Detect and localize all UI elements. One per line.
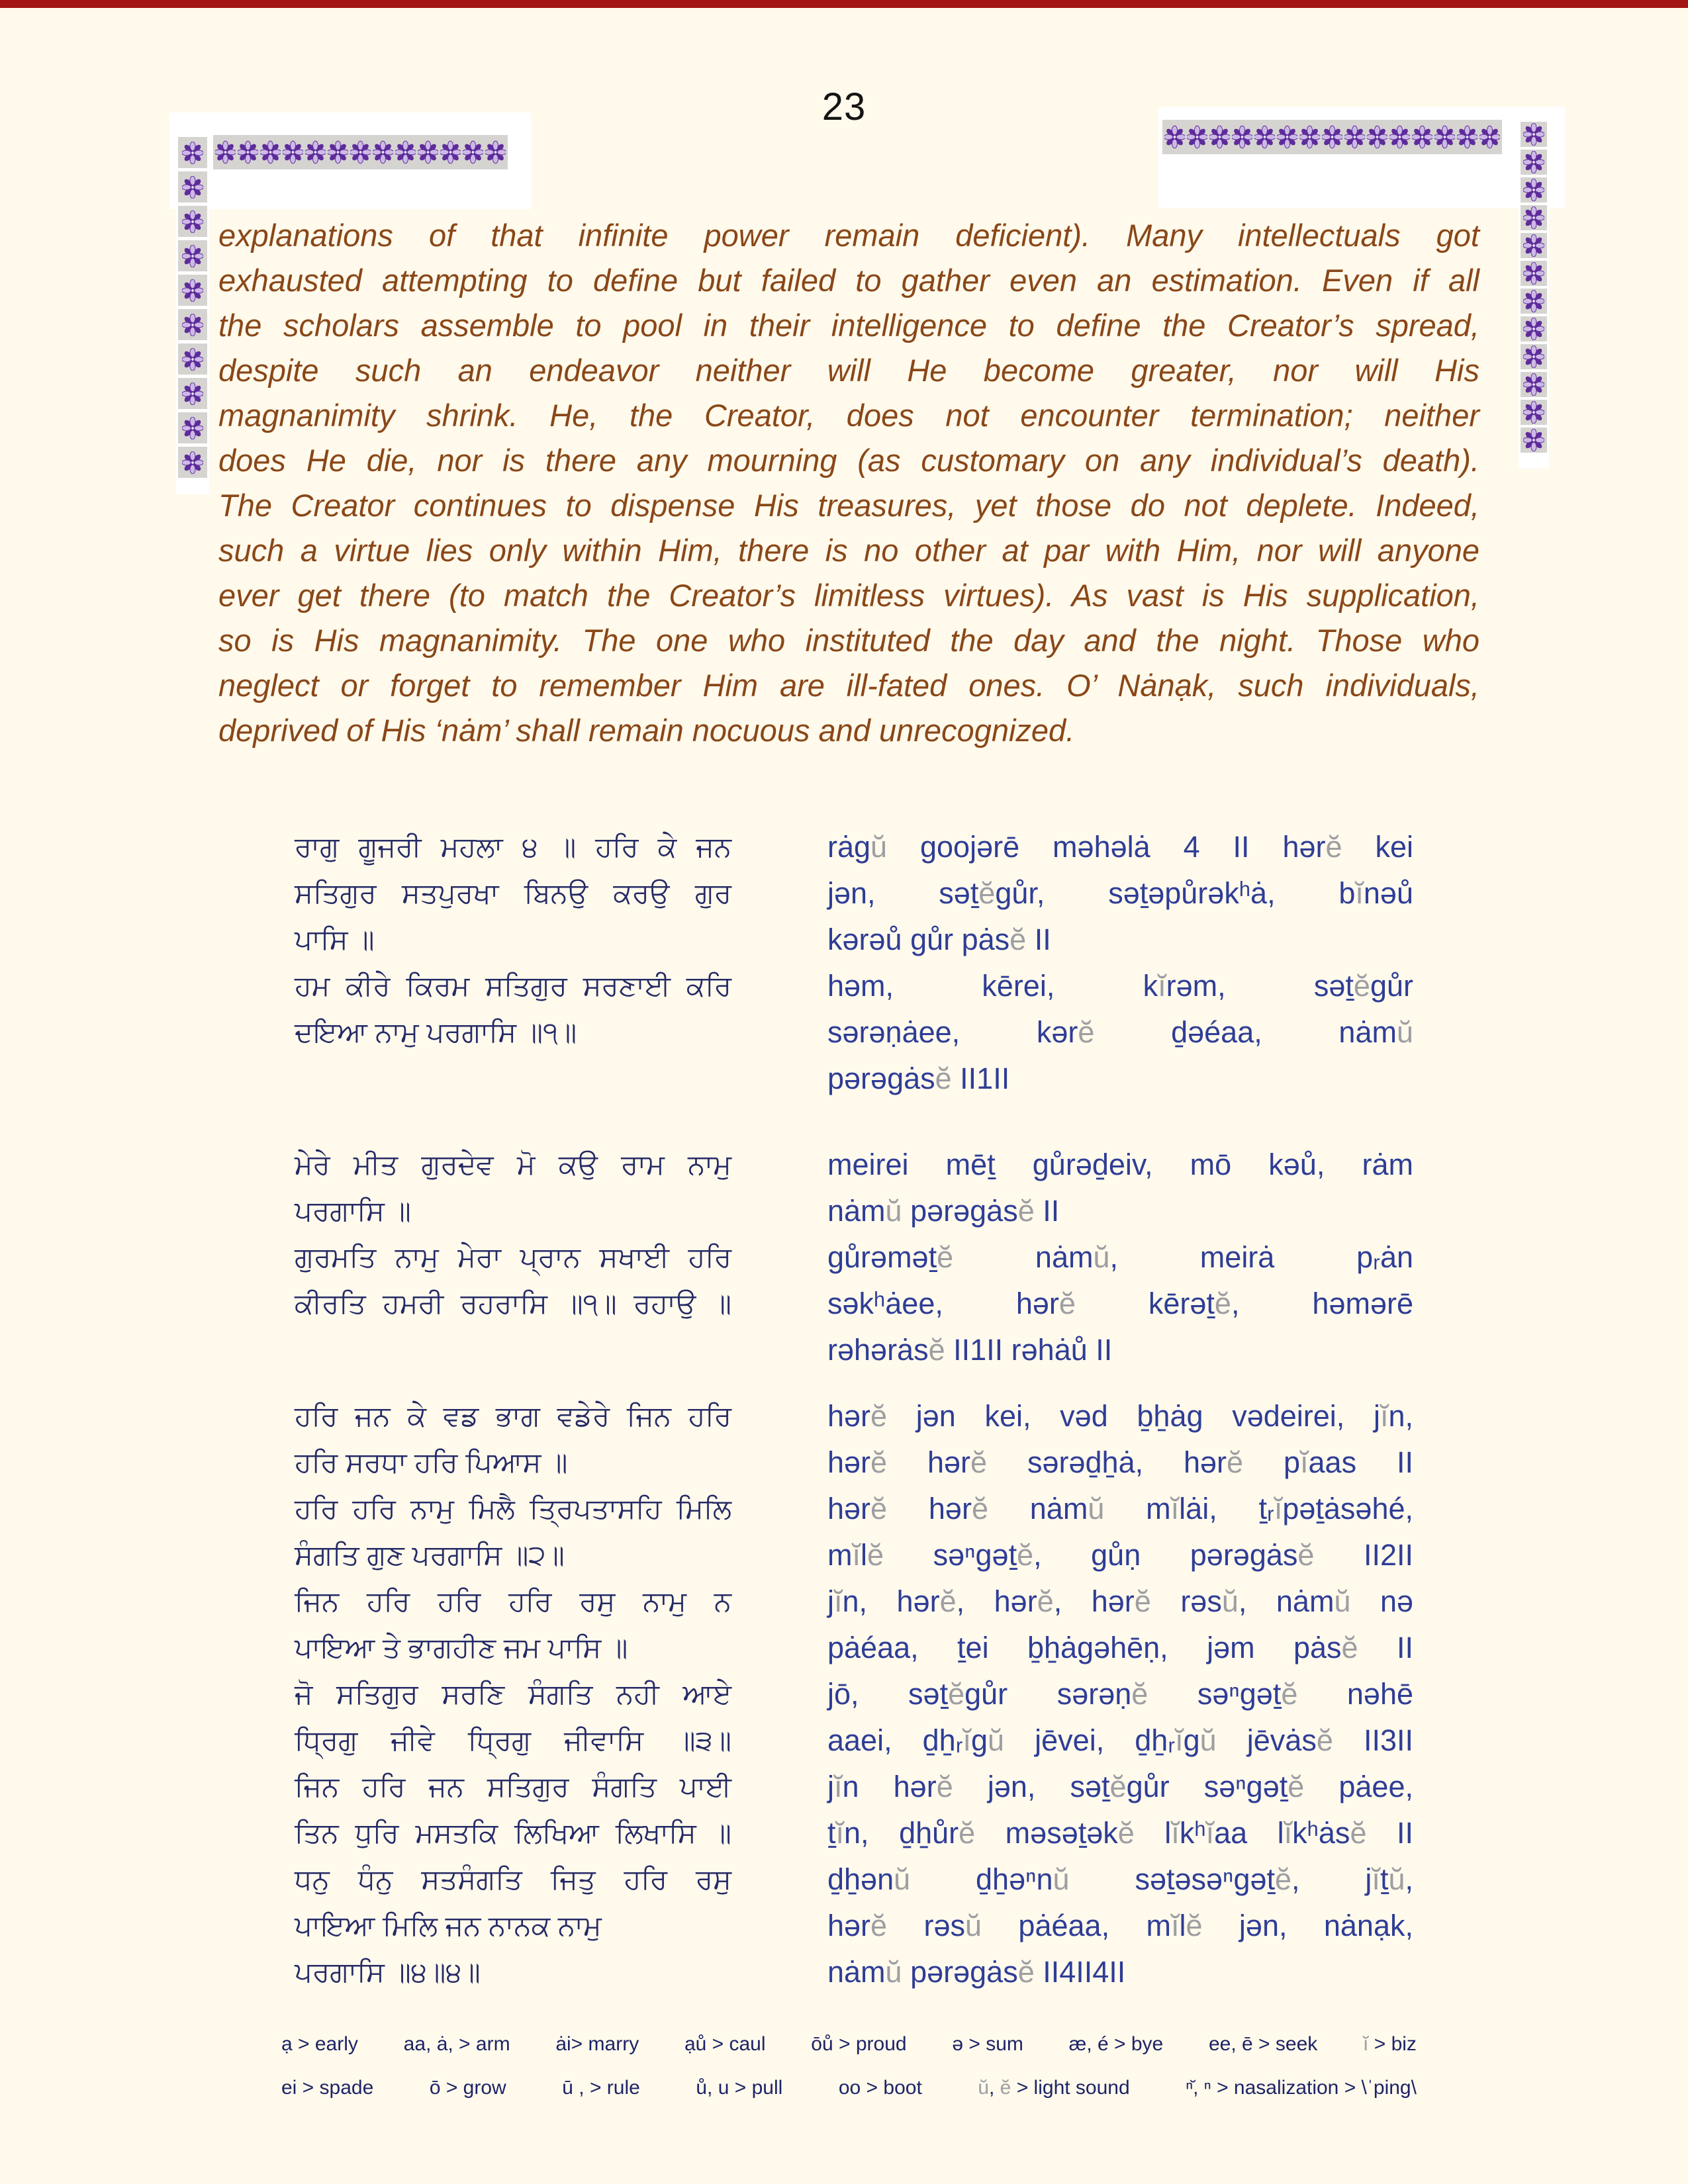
pronunciation-item: aa, ȧ, > arm	[403, 2033, 510, 2055]
flower-cell	[1521, 261, 1547, 286]
text-line: hərĕ hərĕ sərəḏẖȧ, hərĕ pĭaas II	[827, 1445, 1413, 1479]
flower-icon	[395, 139, 416, 165]
flower-cell	[178, 378, 207, 409]
text-line: hərĕ jən kei, vəd ḇẖȧg vədeirei, jĭn,	[827, 1399, 1413, 1433]
flower-icon	[418, 139, 438, 165]
text-line: rȧgŭ goojərē məhəlȧ 4 II hərĕ kei	[827, 830, 1414, 864]
text-line: does He die, nor is there any mourning (as customary on any individual’s death).	[218, 443, 1479, 478]
flower-icon	[182, 348, 203, 371]
text-line: jĭn hərĕ jən, səṯĕgůr səⁿgəṯĕ pȧee,	[827, 1770, 1413, 1803]
text-line: ਧਨੁ ਧੰਨੁ ਸਤਸੰਗਤਿ ਜਿਤੁ ਹਰਿ ਰਸੁ	[295, 1864, 731, 1895]
flower-cell	[1299, 122, 1321, 152]
flower-icon	[182, 142, 203, 164]
flower-cell	[1521, 400, 1547, 425]
flower-cell	[178, 275, 207, 306]
page-number: 23	[821, 85, 867, 128]
flower-cell	[1254, 122, 1276, 152]
text-line: gůrəməṯĕ nȧmŭ, meirȧ pᵣȧn	[827, 1240, 1413, 1274]
flower-cell	[214, 137, 236, 167]
flower-cell	[327, 137, 349, 167]
flower-cell	[178, 412, 207, 443]
flower-cell	[372, 137, 394, 167]
text-line: ਪਰਗਾਸਿ ॥	[295, 1195, 411, 1226]
pronunciation-item: ei > spade	[281, 2077, 374, 2099]
flower-icon	[1322, 124, 1342, 150]
text-line: ever get there (to match the Creator’s limitless virtues). As vast is His supplication,	[218, 578, 1479, 613]
flower-icon	[1523, 234, 1544, 257]
flower-icon	[373, 139, 393, 165]
flower-cell	[259, 137, 281, 167]
flower-icon	[1457, 124, 1477, 150]
flower-cell	[1434, 122, 1456, 152]
transliteration-column-block-3	[827, 1393, 1413, 1995]
flower-cell	[178, 240, 207, 271]
flower-border-left	[176, 135, 209, 494]
flower-border-right	[1519, 120, 1549, 469]
text-line: ḏẖənŭ ḏẖəⁿnŭ səṯəsəⁿgəṯĕ, jĭṯŭ,	[827, 1862, 1413, 1896]
text-line: ਪਰਗਾਸਿ ॥੪॥੪॥	[295, 1956, 481, 1987]
flower-cell	[305, 137, 326, 167]
text-line: ਰਾਗੁ ਗੂਜਰੀ ਮਹਲਾ ੪ ॥ ਹਰਿ ਕੇ ਜਨ	[295, 831, 731, 862]
flower-icon	[1344, 124, 1365, 150]
text-line: ਸਤਿਗੁਰ ਸਤਪੁਰਖਾ ਬਿਨਉ ਕਰਉ ਗੁਰ	[295, 878, 731, 909]
flower-icon	[440, 139, 461, 165]
flower-cell	[417, 137, 439, 167]
text-line: pərəgȧsĕ II1II	[827, 1062, 1010, 1095]
text-line: ਸੰਗਤਿ ਗੁਣ ਪਰਗਾਸਿ ॥੨॥	[295, 1539, 565, 1570]
text-line: kərəů gůr pȧsĕ II	[827, 923, 1051, 956]
pronunciation-item: ⁿ̆, ⁿ > nasalization > \ˈping\	[1186, 2077, 1417, 2099]
text-line: ਤਿਨ ਧੁਰਿ ਮਸਤਕਿ ਲਿਖਿਆ ਲਿਖਾਸਿ ॥	[295, 1817, 731, 1848]
text-line: pȧéaa, ṯei ḇẖȧgəhēṇ, jəm pȧsĕ II	[827, 1631, 1413, 1664]
text-line: həm, kērei, kĭrəm, səṯĕgůr	[827, 969, 1413, 1003]
flower-cell	[1321, 122, 1343, 152]
flower-icon	[238, 139, 258, 165]
flower-icon	[485, 139, 506, 165]
flower-icon	[1523, 206, 1544, 229]
flower-icon	[1209, 124, 1230, 150]
flower-cell	[462, 137, 484, 167]
flower-cell	[350, 137, 371, 167]
pronunciation-item: ə > sum	[952, 2033, 1023, 2055]
flower-cell	[1344, 122, 1366, 152]
flower-icon	[1523, 429, 1544, 451]
flower-icon	[283, 139, 303, 165]
flower-cell	[237, 137, 259, 167]
pronunciation-item: ĭ > biz	[1363, 2033, 1417, 2055]
flower-cell	[1521, 289, 1547, 314]
flower-cell	[1456, 122, 1478, 152]
pronunciation-item: ạů > caul	[684, 2033, 766, 2055]
flower-icon	[1434, 124, 1455, 150]
flower-cell	[1521, 428, 1547, 453]
flower-icon	[182, 314, 203, 336]
flower-icon	[1523, 179, 1544, 201]
flower-cell	[1521, 344, 1547, 369]
text-line: such a virtue lies only within Him, there is no other at par with Him, nor will anyone	[218, 533, 1479, 568]
gurmukhi-column-block-1	[295, 824, 731, 1056]
text-line: exhausted attempting to define but failed to gather even an estimation. Even if all	[218, 263, 1479, 298]
flower-icon	[1523, 123, 1544, 146]
flower-cell	[440, 137, 461, 167]
text-line: nȧmŭ pərəgȧsĕ II	[827, 1194, 1060, 1228]
flower-cell	[1521, 205, 1547, 230]
flower-cell	[1276, 122, 1298, 152]
flower-icon	[1479, 124, 1500, 150]
flower-border-top-left	[213, 135, 508, 169]
text-line: nȧmŭ pərəgȧsĕ II4II4II	[827, 1955, 1126, 1989]
flower-cell	[1479, 122, 1501, 152]
flower-icon	[1389, 124, 1410, 150]
text-line: so is His magnanimity. The one who instituted the day and the night. Those who	[218, 623, 1479, 658]
pronunciation-key	[281, 2033, 1417, 2120]
flower-cell	[1411, 122, 1433, 152]
flower-cell	[178, 137, 207, 168]
flower-cell	[1521, 372, 1547, 397]
text-line: ਹਮ ਕੀਰੇ ਕਿਰਮ ਸਤਿਗੁਰ ਸਰਣਾਈ ਕਰਿ	[295, 970, 731, 1001]
text-line: deprived of His ‘nȧm’ shall remain nocuous and unrecognized.	[218, 713, 1075, 748]
flower-icon	[328, 139, 348, 165]
text-line: ਪਾਇਆ ਮਿਲਿ ਜਨ ਨਾਨਕ ਨਾਮੁ	[295, 1910, 602, 1941]
flower-icon	[1187, 124, 1207, 150]
text-line: ਜਿਨ ਹਰਿ ਜਨ ਸਤਿਗੁਰ ਸੰਗਤਿ ਪਾਈ	[295, 1771, 731, 1802]
text-line: The Creator continues to dispense His treasures, yet those do not deplete. Indeed,	[218, 488, 1479, 523]
text-line: the scholars assemble to pool in their intelligence to define the Creator’s spread,	[218, 308, 1479, 343]
flower-icon	[1232, 124, 1252, 150]
text-line: ṯĭn, ḏẖůrĕ məsəṯəkĕ lĭkʰĭaa lĭkʰȧsĕ II	[827, 1816, 1413, 1850]
flower-cell	[1209, 122, 1231, 152]
flower-icon	[1523, 345, 1544, 368]
flower-icon	[182, 279, 203, 302]
text-line: jĭn, hərĕ, hərĕ, hərĕ rəsŭ, nȧmŭ nə	[827, 1584, 1414, 1618]
text-line: ਦਇਆ ਨਾਮੁ ਪਰਗਾਸਿ ॥੧॥	[295, 1017, 577, 1048]
flower-icon	[1299, 124, 1320, 150]
text-line: sərəṇȧee, kərĕ ḏəéaa, nȧmŭ	[827, 1015, 1413, 1049]
flower-cell	[1389, 122, 1411, 152]
flower-icon	[1164, 124, 1185, 150]
text-line: ਪਾਇਆ ਤੇ ਭਾਗਹੀਣ ਜਮ ਪਾਸਿ ॥	[295, 1632, 628, 1663]
flower-icon	[182, 176, 203, 199]
text-line: ਗੁਰਮਤਿ ਨਾਮੁ ਮੇਰਾ ਪ੍ਰਾਨ ਸਖਾਈ ਹਰਿ	[295, 1242, 731, 1273]
text-line: ਜੋ ਸਤਿਗੁਰ ਸਰਣਿ ਸੰਗਤਿ ਨਹੀ ਆਏ	[295, 1678, 731, 1709]
pronunciation-item: oo > boot	[838, 2077, 922, 2099]
pronunciation-item: ō > grow	[429, 2077, 506, 2099]
flower-icon	[1277, 124, 1297, 150]
pronunciation-item: ạ > early	[281, 2033, 358, 2055]
flower-cell	[178, 309, 207, 340]
flower-border-top-right	[1162, 120, 1502, 154]
text-line: aaei, ḏẖᵣĭgŭ jēvei, ḏẖᵣĭgŭ jēvȧsĕ II3II	[827, 1723, 1413, 1757]
text-line: səkʰȧee, hərĕ kērəṯĕ, həmərē	[827, 1287, 1413, 1320]
flower-icon	[182, 451, 203, 474]
flower-cell	[178, 171, 207, 203]
text-line: magnanimity shrink. He, the Creator, does not encounter termination; neither	[218, 398, 1479, 433]
flower-cell	[1366, 122, 1388, 152]
flower-cell	[1231, 122, 1253, 152]
pronunciation-key-row2	[281, 2077, 1417, 2099]
text-line: hərĕ hərĕ nȧmŭ mĭlȧi, ṯᵣĭpəṯȧsəhé,	[827, 1492, 1413, 1525]
flower-cell	[1521, 233, 1547, 258]
text-line: explanations of that infinite power remain deficient). Many intellectuals got	[218, 218, 1479, 253]
top-accent-bar	[0, 0, 1688, 8]
flower-icon	[1367, 124, 1387, 150]
pronunciation-item: ū , > rule	[562, 2077, 640, 2099]
flower-icon	[1523, 373, 1544, 396]
flower-icon	[1254, 124, 1275, 150]
pronunciation-item: æ, é > bye	[1068, 2033, 1164, 2055]
flower-icon	[215, 139, 236, 165]
flower-icon	[1523, 318, 1544, 340]
flower-icon	[182, 245, 203, 267]
text-line: ਧ੍ਰਿਗੁ ਜੀਵੇ ਧ੍ਰਿਗੁ ਜੀਵਾਸਿ ॥੩॥	[295, 1725, 731, 1756]
flower-cell	[1164, 122, 1186, 152]
text-line: ਕੀਰਤਿ ਹਮਰੀ ਰਹਰਾਸਿ ॥੧॥ ਰਹਾਉ ॥	[295, 1288, 731, 1319]
flower-cell	[485, 137, 506, 167]
flower-cell	[1521, 150, 1547, 175]
transliteration-column-block-2	[827, 1142, 1413, 1373]
text-line: meirei mēṯ gůrəḏeiv, mō kəů, rȧm	[827, 1148, 1413, 1181]
pronunciation-item: ee, ē > seek	[1208, 2033, 1318, 2055]
translation-paragraph	[218, 213, 1479, 753]
text-line: ਹਰਿ ਜਨ ਕੇ ਵਡ ਭਾਗ ਵਡੇਰੇ ਜਿਨ ਹਰਿ	[295, 1400, 731, 1432]
text-line: despite such an endeavor neither will He become greater, nor will His	[218, 353, 1479, 388]
flower-cell	[178, 206, 207, 237]
flower-icon	[350, 139, 371, 165]
flower-cell	[395, 137, 416, 167]
text-line: mĭlĕ səⁿgəṯĕ, gůṇ pərəgȧsĕ II2II	[827, 1538, 1413, 1572]
text-line: ਹਰਿ ਹਰਿ ਨਾਮੁ ਮਿਲੈ ਤ੍ਰਿਪਤਾਸਹਿ ਮਿਲਿ	[295, 1493, 731, 1524]
gurmukhi-column-block-3	[295, 1393, 731, 1995]
text-line: ਹਰਿ ਸਰਧਾ ਹਰਿ ਪਿਆਸ ॥	[295, 1447, 568, 1478]
flower-cell	[1521, 122, 1547, 147]
text-line: hərĕ rəsŭ pȧéaa, mĭlĕ jən, nȧnạk,	[827, 1909, 1413, 1942]
flower-icon	[182, 417, 203, 439]
flower-icon	[1412, 124, 1432, 150]
flower-icon	[182, 210, 203, 233]
flower-icon	[1523, 401, 1544, 424]
pronunciation-key-row1	[281, 2033, 1417, 2056]
flower-cell	[1186, 122, 1208, 152]
flower-icon	[305, 139, 326, 165]
flower-cell	[1521, 177, 1547, 203]
transliteration-column-block-1	[827, 824, 1413, 1102]
flower-cell	[178, 343, 207, 375]
text-line: ਜਿਨ ਹਰਿ ਹਰਿ ਹਰਿ ਰਸੁ ਨਾਮੁ ਨ	[295, 1586, 731, 1617]
text-line: ਪਾਸਿ ॥	[295, 924, 375, 955]
flower-cell	[178, 447, 207, 478]
flower-icon	[1523, 262, 1544, 285]
pronunciation-item: ōů > proud	[811, 2033, 907, 2055]
text-line: ਮੇਰੇ ਮੀਤ ਗੁਰਦੇਵ ਮੋ ਕਉ ਰਾਮ ਨਾਮੁ	[295, 1149, 731, 1180]
pronunciation-item: ů, u > pull	[696, 2077, 783, 2099]
text-line: jō, səṯĕgůr sərəṇĕ səⁿgəṯĕ nəhē	[827, 1677, 1413, 1711]
flower-icon	[260, 139, 281, 165]
flower-icon	[182, 383, 203, 405]
pronunciation-item: ȧi> marry	[555, 2033, 639, 2055]
text-line: jən, səṯĕgůr, səṯəpůrəkʰȧ, bĭnəů	[827, 876, 1413, 910]
text-line: rəhərȧsĕ II1II rəhȧů II	[827, 1333, 1113, 1367]
flower-icon	[1523, 290, 1544, 312]
flower-icon	[1523, 151, 1544, 173]
flower-icon	[463, 139, 483, 165]
flower-cell	[1521, 316, 1547, 341]
gurmukhi-column-block-2	[295, 1142, 731, 1327]
pronunciation-item: ŭ, ĕ > light sound	[978, 2077, 1130, 2099]
flower-cell	[282, 137, 304, 167]
text-line: neglect or forget to remember Him are ill-fated ones. O’ Nȧnạk, such individuals,	[218, 668, 1479, 703]
